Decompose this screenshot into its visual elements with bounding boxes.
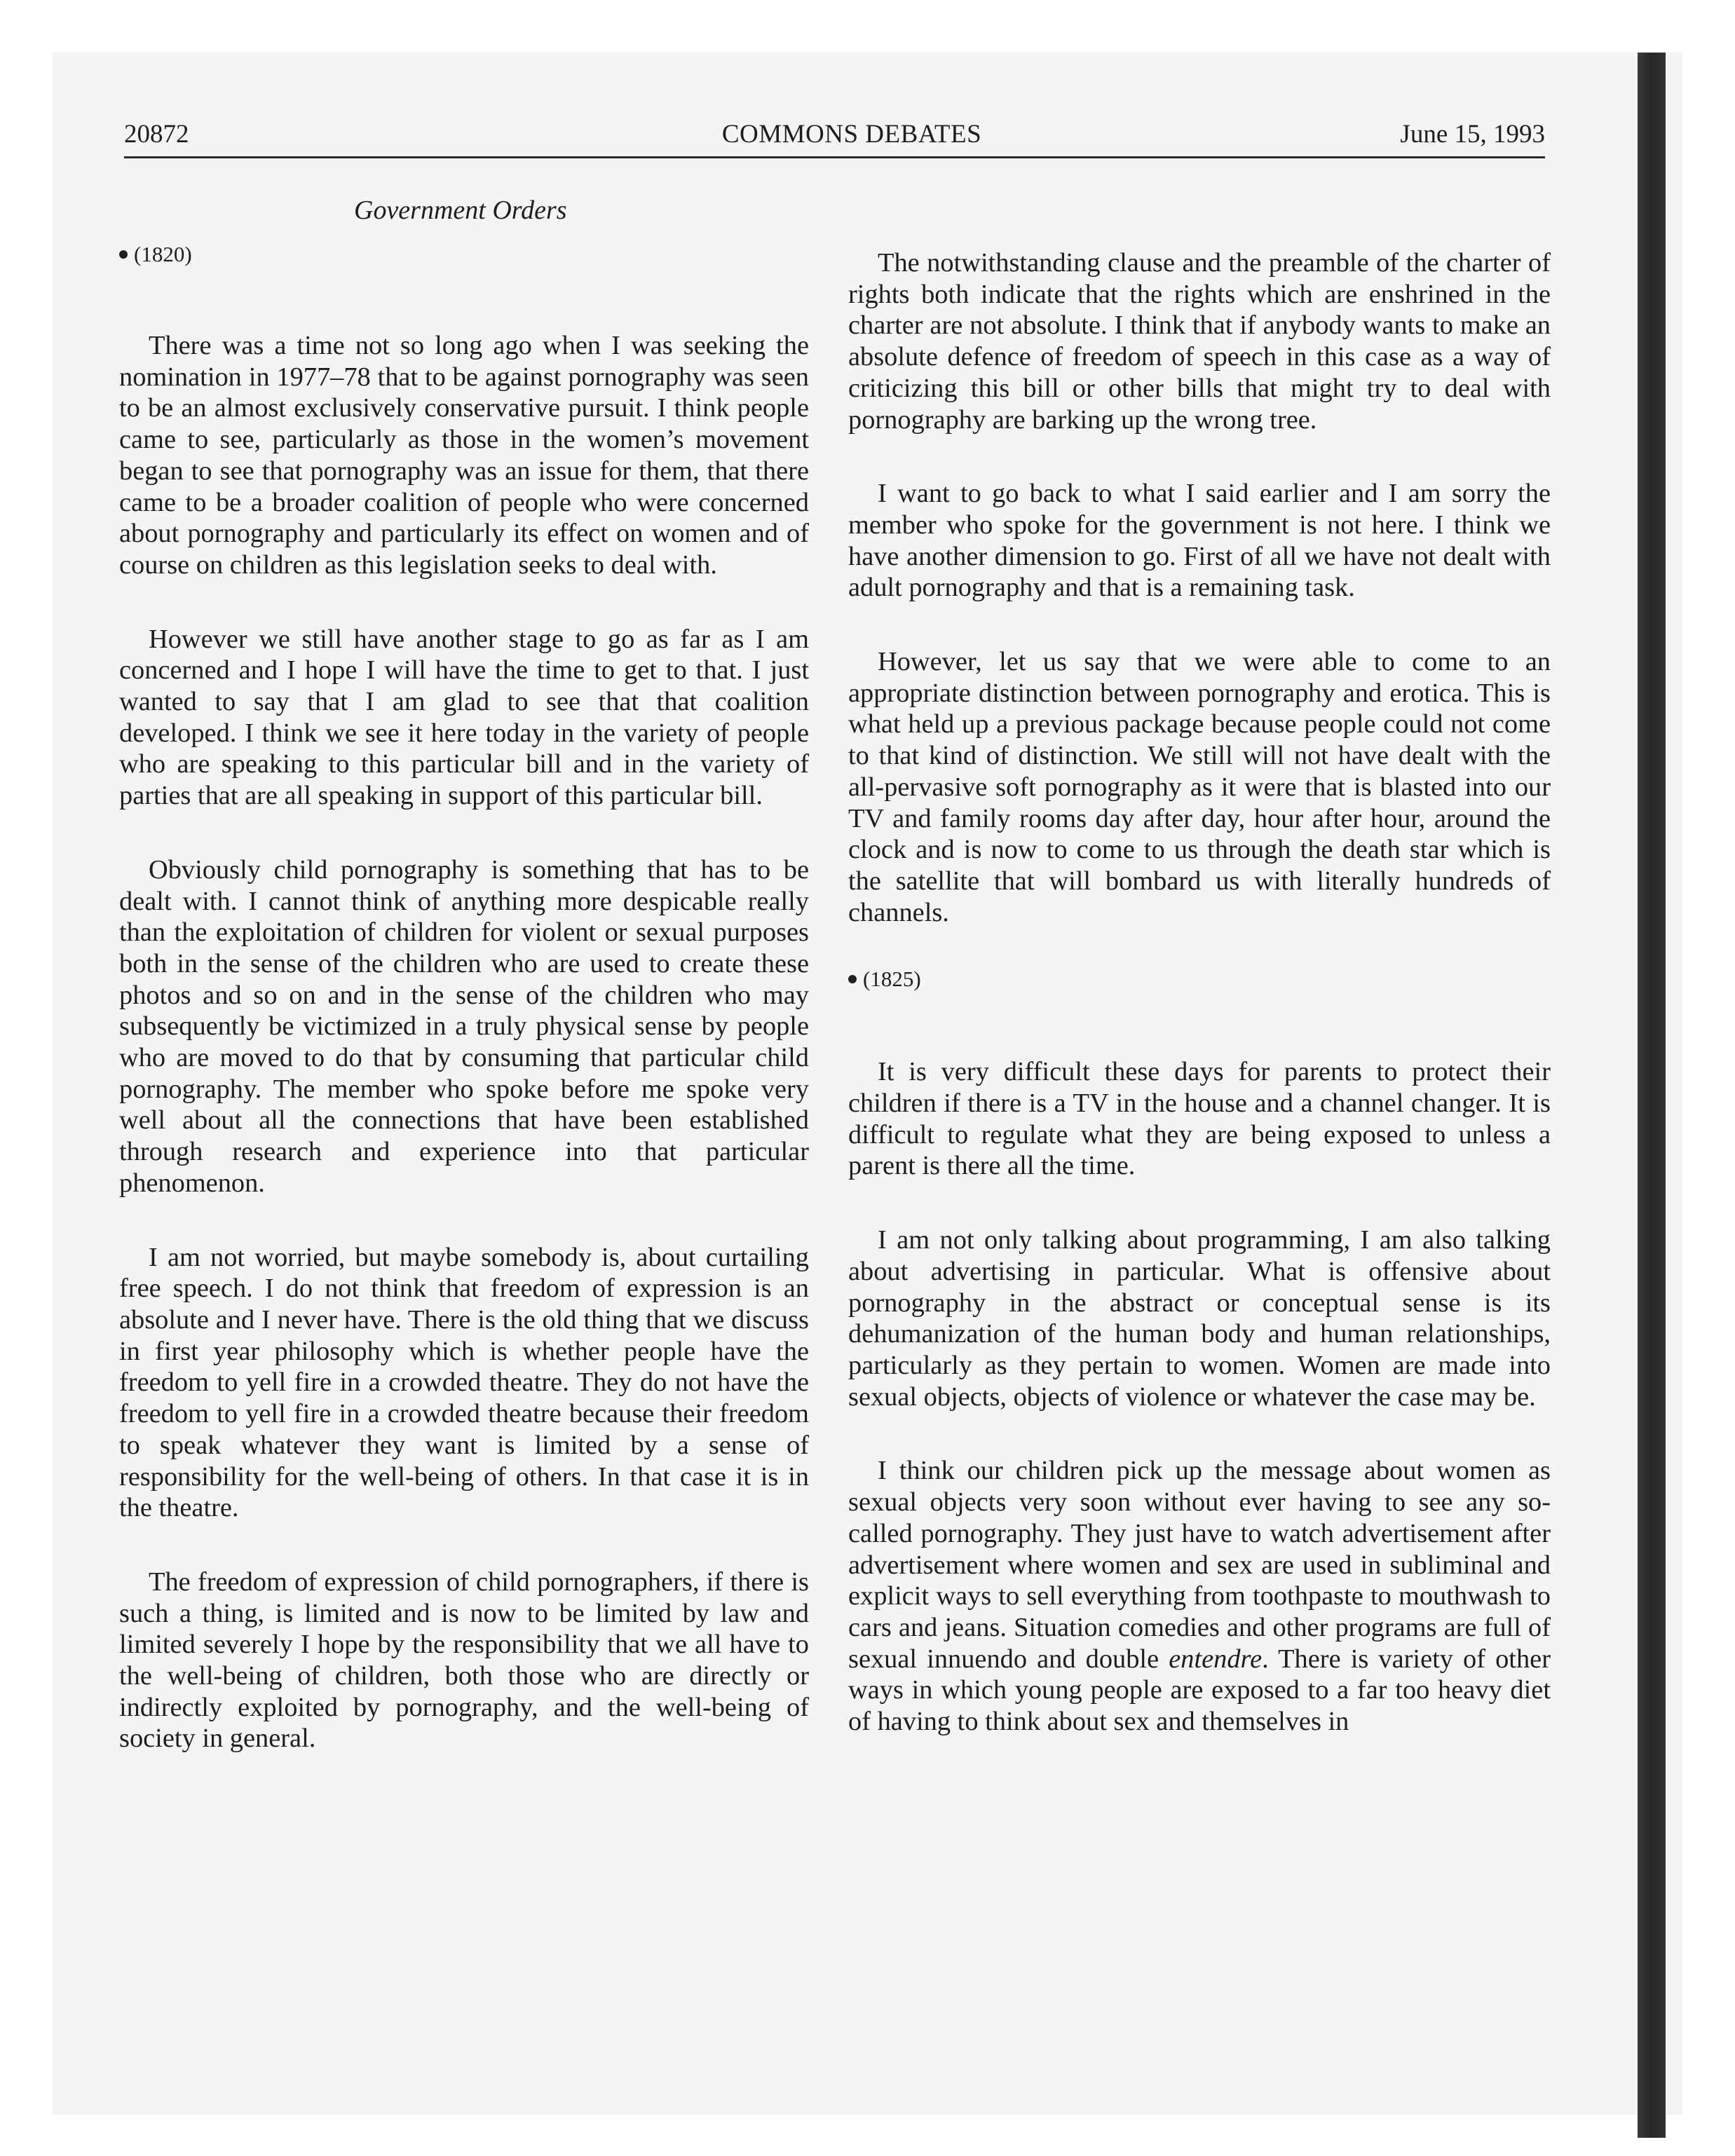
paragraph: I want to go back to what I said earlier and I am sorry the member who spoke for the government is not here. I think we have another dimension to go. First of all we have not dealt with adult pornography and that is a remaining task. xyxy=(848,479,1551,603)
left-column xyxy=(119,242,809,1797)
page-date: June 15, 1993 xyxy=(1400,120,1545,149)
paragraph: Obviously child pornography is something that has to be dealt with. I cannot think of anything more despicable really than the exploitation of children for violent or sexual purposes both in the sense of the children who are used to create these photos and so on and in the sense of the children who may subsequently be victimized in a truly physical sense by people who are moved to do that by consuming that particular child pornography. The member who spoke before me spoke very well about all the connections that have been established through research and experience into that particular phenomenon. xyxy=(119,854,809,1198)
scan-edge-shadow xyxy=(1638,53,1666,2138)
page-title: COMMONS DEBATES xyxy=(721,120,982,149)
header-rule xyxy=(124,156,1545,158)
timestamp-text: (1825) xyxy=(863,967,921,992)
bullet-icon xyxy=(119,250,128,259)
paragraph: It is very difficult these days for parents to protect their children if there is a TV in the house and a channel changer. It is difficult to regulate what they are being exposed to unless a parent is there all the time. xyxy=(848,1057,1551,1181)
bullet-icon xyxy=(848,975,857,983)
page-number: 20872 xyxy=(124,120,189,149)
paragraph-text: I think our children pick up the message about women as sexual objects very soon without ever having to see any so-called pornography. They just have to watch advertisement after advertisement where women and sex are used in subliminal and explicit ways to sell everything from toothpaste to mouthwash to cars and jeans. Situation comedies and other programs are full of sexual innuendo and double xyxy=(848,1456,1551,1674)
italic-term: entendre xyxy=(1169,1644,1263,1674)
paragraph: I am not worried, but maybe somebody is, about curtailing free speech. I do not think that freedom of expression is an absolute and I never have. There is the old thing that we discuss in first year philosophy which is whether people have the freedom to yell fire in a crowded theatre. They do not have the freedom to yell fire in a crowded theatre because their freedom to speak whatever they want is limited by a sense of responsibility for the well-being of others. In that case it is in the theatre. xyxy=(119,1242,809,1523)
paragraph: However, let us say that we were able to come to an appropriate distinction between pornography and erotica. This is what held up a previous package because people could not come to that kind of distinction. We still will not have dealt with the all-pervasive soft pornography as it were that is blasted into our TV and family rooms day after day, hour after hour, around the clock and is now to come to us through the death star which is the satellite that will bombard us with literally hundreds of channels. xyxy=(848,647,1551,927)
paragraph: I am not only talking about programming, I am also talking about advertising in particular. What is offensive about pornography in the abstract or conceptual sense is its dehumanization of the human body and human relationships, particularly as they pertain to women. Women are made into sexual objects, objects of violence or whatever the case may be. xyxy=(848,1225,1551,1412)
paragraph: However we still have another stage to go as far as I am concerned and I hope I will have the time to get to that. I just wanted to say that I am glad to see that that coalition developed. I think we see it here today in the variety of people who are speaking to this particular bill and in the variety of parties that are all speaking in support of this particular bill. xyxy=(119,624,809,811)
section-heading: Government Orders xyxy=(354,196,567,225)
timestamp-text: (1820) xyxy=(134,242,192,266)
timestamp-marker xyxy=(119,242,809,267)
timestamp-marker xyxy=(848,967,1551,992)
paragraph-text: . There is variety of other ways in which young people are exposed to a far too heavy diet of having to think about sex and themselves in xyxy=(848,1644,1551,1737)
paragraph: The notwithstanding clause and the preamble of the charter of rights both indicate that the rights which are enshrined in the charter are not absolute. I think that if anybody wants to make an absolute defence of freedom of speech in this case as a way of criticizing this bill or other bills that might try to deal with pornography are barking up the wrong tree. xyxy=(848,248,1551,435)
paragraph: The freedom of expression of child pornographers, if there is such a thing, is limited and is now to be limited by law and limited severely I hope by the responsibility that we all have to the well-being of children, both those who are directly or indirectly exploited by pornography, and the well-being of society in general. xyxy=(119,1567,809,1754)
paragraph-continued xyxy=(848,1455,1551,1737)
right-column xyxy=(848,247,1551,1780)
paragraph: There was a time not so long ago when I was seeking the nomination in 1977–78 that to be against pornography was seen to be an almost exclusively conservative pursuit. I think people came to see, particularly as those in the women’s movement began to see that pornography was an issue for them, that there came to be a broader coalition of people who were concerned about pornography and particularly its effect on women and of course on children as this legislation seeks to deal with. xyxy=(119,331,809,580)
